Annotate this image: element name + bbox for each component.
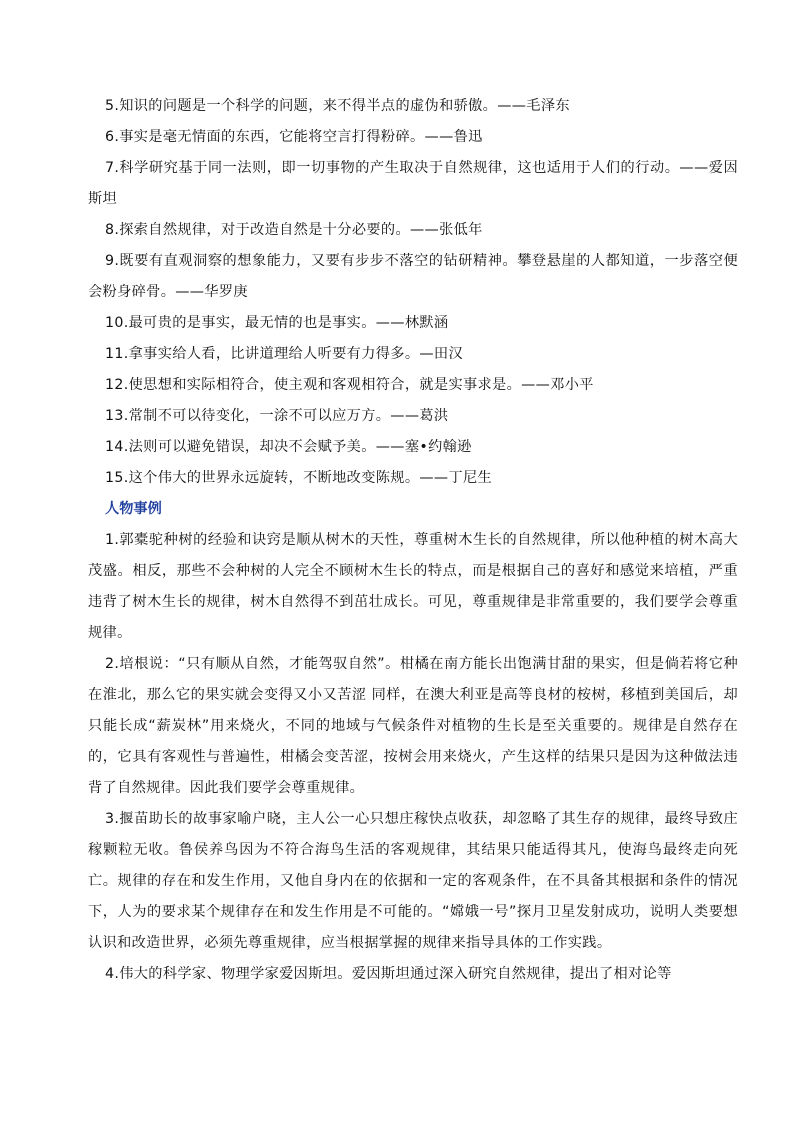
example-2: 2.培根说：“只有顺从自然，才能驾驭自然”。柑橘在南方能长出饱满甘甜的果实，但是倘若将它种在淮北，那么它的果实就会变得又小又苦涩 同样，在澳大利亚是高等良材的桉树，移植到美国后，却只能长成“薪炭林”用来烧火，不同的地域与气候条件对植物的生长是至关重要的。规律是自然存在的，它具有客观性与普遍性，柑橘会变苦涩，按树会用来烧火，产生这样的结果只是因为这种做法违背了自然规律。因此我们要学会尊重规律。 bbox=[88, 656, 738, 796]
quote-14: 14.法则可以避免错误，却决不会赋予美。——塞•约翰逊 bbox=[105, 439, 472, 455]
example-4: 4.伟大的科学家、物理学家爱因斯坦。爱因斯坦通过深入研究自然规律，提出了相对论等 bbox=[105, 966, 672, 982]
quote-6: 6.事实是毫无情面的东西，它能将空言打得粉碎。——鲁迅 bbox=[105, 129, 483, 145]
section-heading-people-examples: 人物事例 bbox=[105, 501, 162, 517]
example-1: 1.郭橐驼种树的经验和诀窍是顺从树木的天性，尊重树木生长的自然规律，所以他种植的树木高大茂盛。相反，那些不会种树的人完全不顾树木生长的特点，而是根据自己的喜好和感觉来培植，严重违背了树木生长的规律，树木自然得不到茁壮成长。可见，尊重规律是非常重要的，我们要学会尊重规律。 bbox=[88, 532, 738, 641]
quote-8: 8.探索自然规律，对于改造自然是十分必要的。——张低年 bbox=[105, 222, 483, 238]
quote-9: 9.既要有直观洞察的想象能力，又要有步步不落空的钻研精神。攀登悬崖的人都知道，一步落空便会粉身碎骨。——华罗庚 bbox=[88, 253, 738, 300]
document-body bbox=[88, 91, 738, 990]
quote-5: 5.知识的问题是一个科学的问题，来不得半点的虚伪和骄傲。——毛泽东 bbox=[105, 98, 570, 114]
quote-10: 10.最可贵的是事实，最无情的也是事实。——林默涵 bbox=[105, 315, 449, 331]
quote-11: 11.拿事实给人看，比讲道理给人听要有力得多。—田汉 bbox=[105, 346, 463, 362]
quote-13: 13.常制不可以待变化，一涂不可以应万方。——葛洪 bbox=[105, 408, 449, 424]
quote-7: 7.科学研究基于同一法则，即一切事物的产生取决于自然规律，这也适用于人们的行动。——爱因斯坦 bbox=[88, 160, 738, 207]
quote-12: 12.使思想和实际相符合，使主观和客观相符合，就是实事求是。——邓小平 bbox=[105, 377, 594, 393]
example-3: 3.揠苗助长的故事家喻户晓，主人公一心只想庄稼快点收获，却忽略了其生存的规律，最终导致庄稼颗粒无收。鲁侯养鸟因为不符合海鸟生活的客观规律，其结果只能适得其凡，使海鸟最终走向死亡。规律的存在和发生作用，又他自身内在的依据和一定的客观条件，在不具备其根据和条件的情况下，人为的要求某个规律存在和发生作用是不可能的。“嫦娥一号”探月卫星发射成功，说明人类要想认识和改造世界，必须先尊重规律，应当根据掌握的规律来指导具体的工作实践。 bbox=[88, 811, 738, 951]
quote-15: 15.这个伟大的世界永远旋转，不断地改变陈规。——丁尼生 bbox=[105, 470, 493, 486]
